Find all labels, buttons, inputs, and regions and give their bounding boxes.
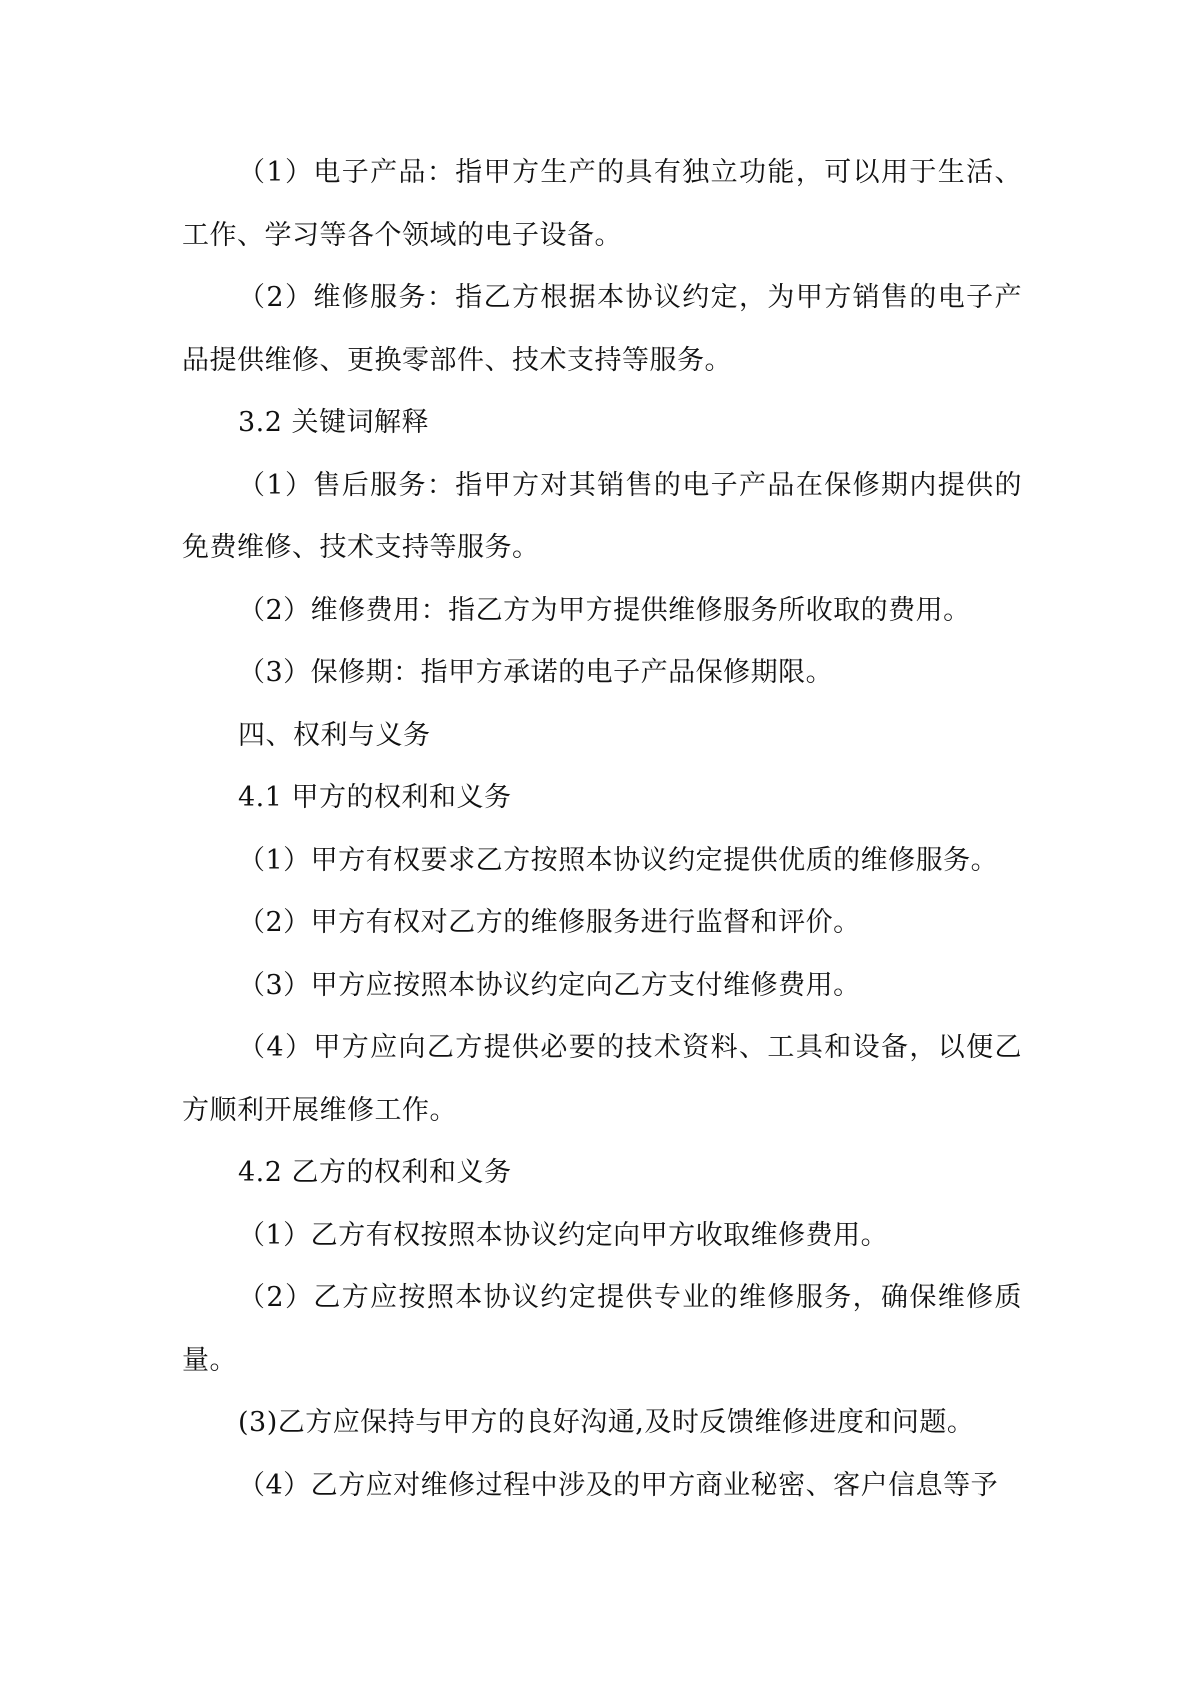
paragraph-definition-electronic-products: （1）电子产品：指甲方生产的具有独立功能，可以用于生活、工作、学习等各个领域的电子设备。 (182, 157, 1022, 251)
paragraph-keyword-repair-fee: （2）维修费用：指乙方为甲方提供维修服务所收取的费用。 (238, 594, 971, 626)
paragraph-keyword-warranty: （3）保修期：指甲方承诺的电子产品保修期限。 (238, 657, 834, 688)
paragraph-party-b-duty-2: （2）乙方应按照本协议约定提供专业的维修服务，确保维修质量。 (182, 1282, 1022, 1376)
section-4-1-heading: 4.1 甲方的权利和义务 (238, 782, 512, 813)
paragraph-party-a-duty-3: （3）甲方应按照本协议约定向乙方支付维修费用。 (238, 969, 861, 1001)
section-3-2-heading: 3.2 关键词解释 (238, 407, 430, 438)
paragraph-definition-repair-service: （2）维修服务：指乙方根据本协议约定，为甲方销售的电子产品提供维修、更换零部件、技术支持等服务。 (182, 282, 1022, 376)
section-4-heading: 四、权利与义务 (238, 719, 431, 751)
paragraph-keyword-after-sales: （1）售后服务：指甲方对其销售的电子产品在保修期内提供的免费维修、技术支持等服务。 (182, 469, 1022, 563)
paragraph-party-b-right-1: （1）乙方有权按照本协议约定向甲方收取维修费用。 (238, 1219, 889, 1251)
paragraph-party-a-duty-4: （4）甲方应向乙方提供必要的技术资料、工具和设备，以便乙方顺利开展维修工作。 (182, 1032, 1022, 1126)
document-body (182, 142, 1022, 1517)
section-4-2-heading: 4.2 乙方的权利和义务 (238, 1157, 512, 1188)
paragraph-party-a-right-1: （1）甲方有权要求乙方按照本协议约定提供优质的维修服务。 (238, 844, 999, 876)
paragraph-party-b-duty-3: (3)乙方应保持与甲方的良好沟通,及时反馈维修进度和问题。 (238, 1407, 975, 1438)
paragraph-party-a-right-2: （2）甲方有权对乙方的维修服务进行监督和评价。 (238, 907, 861, 938)
paragraph-party-b-duty-4: （4）乙方应对维修过程中涉及的甲方商业秘密、客户信息等予 (238, 1469, 999, 1501)
